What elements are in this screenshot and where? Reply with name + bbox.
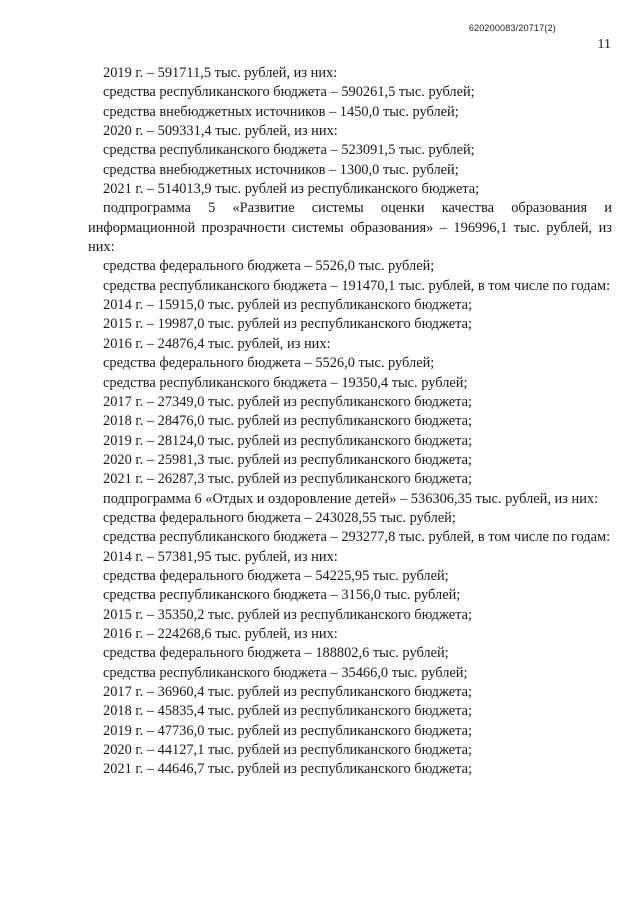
text-line: 2016 г. – 224268,6 тыс. рублей, из них: — [103, 625, 338, 642]
text-line: 2021 г. – 514013,9 тыс. рублей из республиканского бюджета; — [103, 181, 480, 198]
text-line: 2017 г. – 27349,0 тыс. рублей из республиканского бюджета; — [103, 393, 472, 410]
text-line: средства внебюджетных источников – 1450,0 тыс. рублей; — [103, 103, 459, 120]
text-line: 2021 г. – 44646,7 тыс. рублей из республиканского бюджета; — [103, 761, 472, 778]
text-paragraph: средства республиканского бюджета – 293277,8 тыс. рублей, в том числе по годам: — [103, 529, 611, 546]
text-line: 2019 г. – 28124,0 тыс. рублей из республиканского бюджета; — [103, 432, 472, 449]
text-line: 2018 г. – 28476,0 тыс. рублей из республиканского бюджета; — [103, 413, 472, 430]
text-paragraph: подпрограмма 5 «Развитие системы оценки качества образования и информационной прозрачности системы образования» – 196996,1 тыс. рублей, из них: — [88, 200, 612, 256]
text-line: средства республиканского бюджета – 590261,5 тыс. рублей; — [103, 84, 475, 101]
text-line: 2019 г. – 47736,0 тыс. рублей из республиканского бюджета; — [103, 722, 472, 739]
text-line: средства республиканского бюджета – 3156,0 тыс. рублей; — [103, 587, 461, 604]
document-code: 620200083/20717(2) — [468, 23, 556, 33]
text-line: средства республиканского бюджета – 35466,0 тыс. рублей; — [103, 664, 468, 681]
text-paragraph: подпрограмма 6 «Отдых и оздоровление детей» – 536306,35 тыс. рублей, из них: — [103, 490, 599, 507]
text-line: 2019 г. – 591711,5 тыс. рублей, из них: — [103, 65, 338, 81]
text-line: 2018 г. – 45835,4 тыс. рублей из республиканского бюджета; — [103, 703, 472, 720]
text-line: 2014 г. – 15915,0 тыс. рублей из республиканского бюджета; — [103, 297, 472, 314]
text-line: средства федерального бюджета – 5526,0 тыс. рублей; — [103, 258, 435, 275]
text-line: средства внебюджетных источников – 1300,0 тыс. рублей; — [103, 161, 459, 178]
page-number: 11 — [597, 37, 611, 52]
text-line: 2020 г. – 25981,3 тыс. рублей из республиканского бюджета; — [103, 451, 472, 468]
text-line: 2015 г. – 35350,2 тыс. рублей из республиканского бюджета; — [103, 606, 472, 623]
text-line: 2020 г. – 44127,1 тыс. рублей из республиканского бюджета; — [103, 742, 472, 759]
text-line: средства федерального бюджета – 243028,55 тыс. рублей; — [103, 509, 456, 526]
document-body — [88, 64, 612, 780]
text-line: средства республиканского бюджета – 19350,4 тыс. рублей; — [103, 374, 468, 391]
text-line: средства федерального бюджета – 5526,0 тыс. рублей; — [103, 355, 435, 372]
text-line: средства федерального бюджета – 188802,6 тыс. рублей; — [103, 645, 449, 662]
text-line: 2020 г. – 509331,4 тыс. рублей, из них: — [103, 123, 338, 140]
text-line: средства федерального бюджета – 54225,95 тыс. рублей; — [103, 567, 449, 584]
text-line: 2021 г. – 26287,3 тыс. рублей из республиканского бюджета; — [103, 471, 472, 488]
text-paragraph: средства республиканского бюджета – 191470,1 тыс. рублей, в том числе по годам: — [103, 277, 611, 294]
text-line: 2015 г. – 19987,0 тыс. рублей из республиканского бюджета; — [103, 316, 472, 333]
text-line: 2016 г. – 24876,4 тыс. рублей, из них: — [103, 335, 331, 352]
text-line: 2017 г. – 36960,4 тыс. рублей из республиканского бюджета; — [103, 684, 472, 700]
text-line: средства республиканского бюджета – 523091,5 тыс. рублей; — [103, 142, 475, 159]
text-line: 2014 г. – 57381,95 тыс. рублей, из них: — [103, 548, 338, 565]
